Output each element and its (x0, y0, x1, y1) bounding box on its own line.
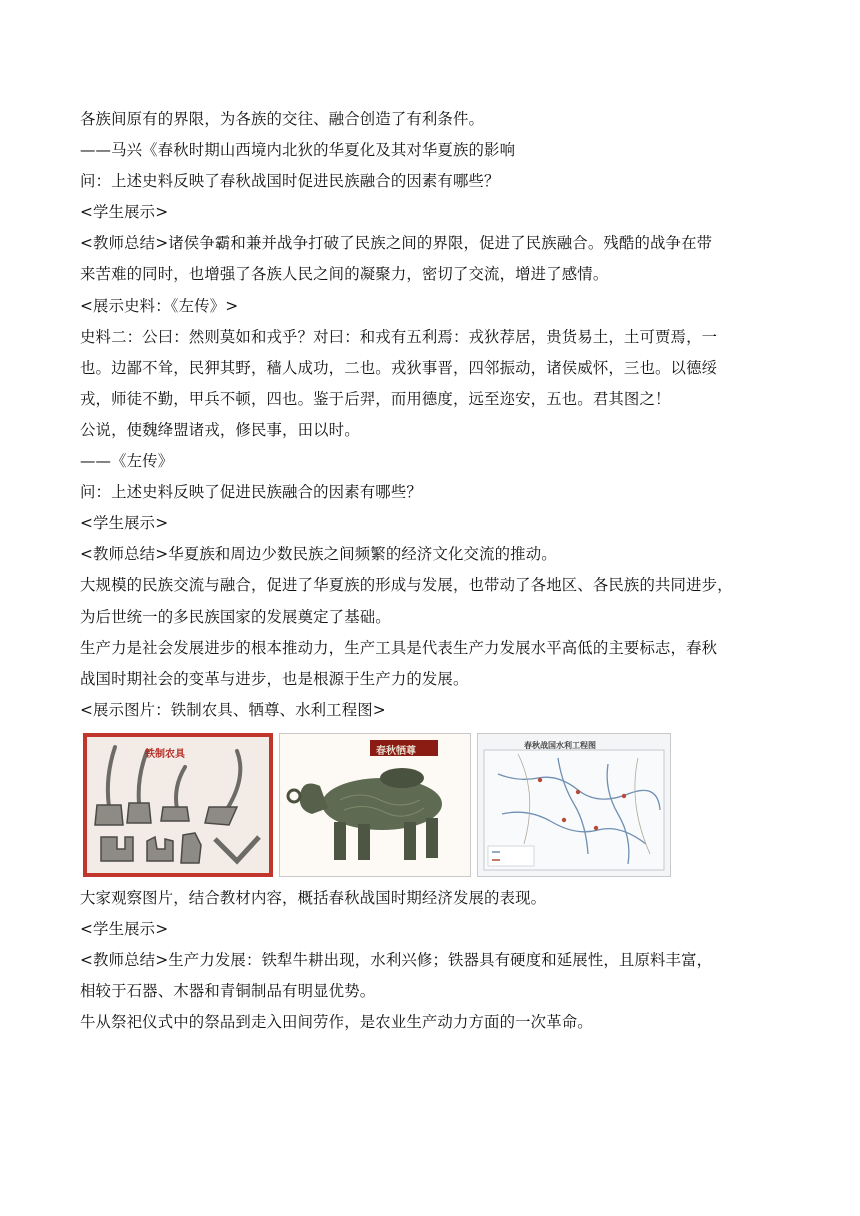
text-line: 也。边鄙不耸，民狎其野，穑人成功，二也。戎狄事晋，四邻振动，诸侯威怀，三也。以德绥 (80, 358, 718, 377)
text-line: 公说，使魏绛盟诸戎，修民事，田以时。 (80, 420, 360, 439)
text-line: <教师总结>生产力发展：铁犁牛耕出现，水利兴修；铁器具有硬度和延展性，且原料丰富， (80, 951, 713, 970)
bronze-ox-label: 春秋牺尊 (376, 745, 416, 757)
text-line: <教师总结>诸侯争霸和兼并战争打破了民族之间的界限，促进了民族融合。残酷的战争在带 (80, 234, 713, 253)
iron-tools-label: 铁制农具 (145, 748, 185, 760)
text-line: 来苦难的同时，也增强了各族人民之间的凝聚力，密切了交流，增进了感情。 (80, 265, 609, 284)
text-line: 各族间原有的界限，为各族的交往、融合创造了有利条件。 (80, 110, 485, 128)
text-line: <学生展示> (80, 514, 169, 533)
water-map-image (477, 733, 671, 877)
text-line: 问：上述史料反映了促进民族融合的因素有哪些？ (80, 483, 422, 502)
image-strip (83, 733, 780, 877)
text-line: <展示史料：《左传》> (80, 296, 239, 315)
text-line: 戎，师徒不勤，甲兵不顿，四也。鉴于后羿，而用德度，远至迩安，五也。君其图之！ (80, 389, 671, 408)
text-line: ——马兴《春秋时期山西境内北狄的华夏化及其对华夏族的影响 (80, 141, 516, 160)
text-line: <学生展示> (80, 203, 169, 222)
text-line: 相较于石器、木器和青铜制品有明显优势。 (80, 982, 376, 1001)
text-line: <教师总结>华夏族和周边少数民族之间频繁的经济文化交流的推动。 (80, 545, 557, 564)
text-line: 为后世统一的多民族国家的发展奠定了基础。 (80, 607, 391, 626)
text-line: 生产力是社会发展进步的根本推动力，生产工具是代表生产力发展水平高低的主要标志，春秋 (80, 638, 718, 657)
text-line: 大规模的民族交流与融合，促进了华夏族的形成与发展，也带动了各地区、各民族的共同进步， (80, 576, 733, 595)
text-line: <学生展示> (80, 919, 169, 938)
text-line: 问：上述史料反映了春秋战国时促进民族融合的因素有哪些？ (80, 172, 500, 191)
document-body (80, 104, 780, 1038)
text-line: 史料二：公曰：然则莫如和戎乎？对曰：和戎有五利焉：戎狄荐居，贵货易土，土可贾焉，一 (80, 327, 718, 346)
text-line: ——《左传》 (80, 452, 174, 471)
text-line: 牛从祭祀仪式中的祭品到走入田间劳作，是农业生产动力方面的一次革命。 (80, 1013, 593, 1032)
text-line: <展示图片：铁制农具、牺尊、水利工程图> (80, 700, 386, 719)
iron-tools-image (83, 733, 273, 877)
text-line: 战国时期社会的变革与进步，也是根源于生产力的发展。 (80, 669, 469, 688)
water-map-label: 春秋战国水利工程图 (524, 740, 596, 750)
water-map-illustration (478, 734, 670, 876)
text-line: 大家观察图片，结合教材内容，概括春秋战国时期经济发展的表现。 (80, 888, 547, 907)
bronze-ox-image (279, 733, 471, 877)
